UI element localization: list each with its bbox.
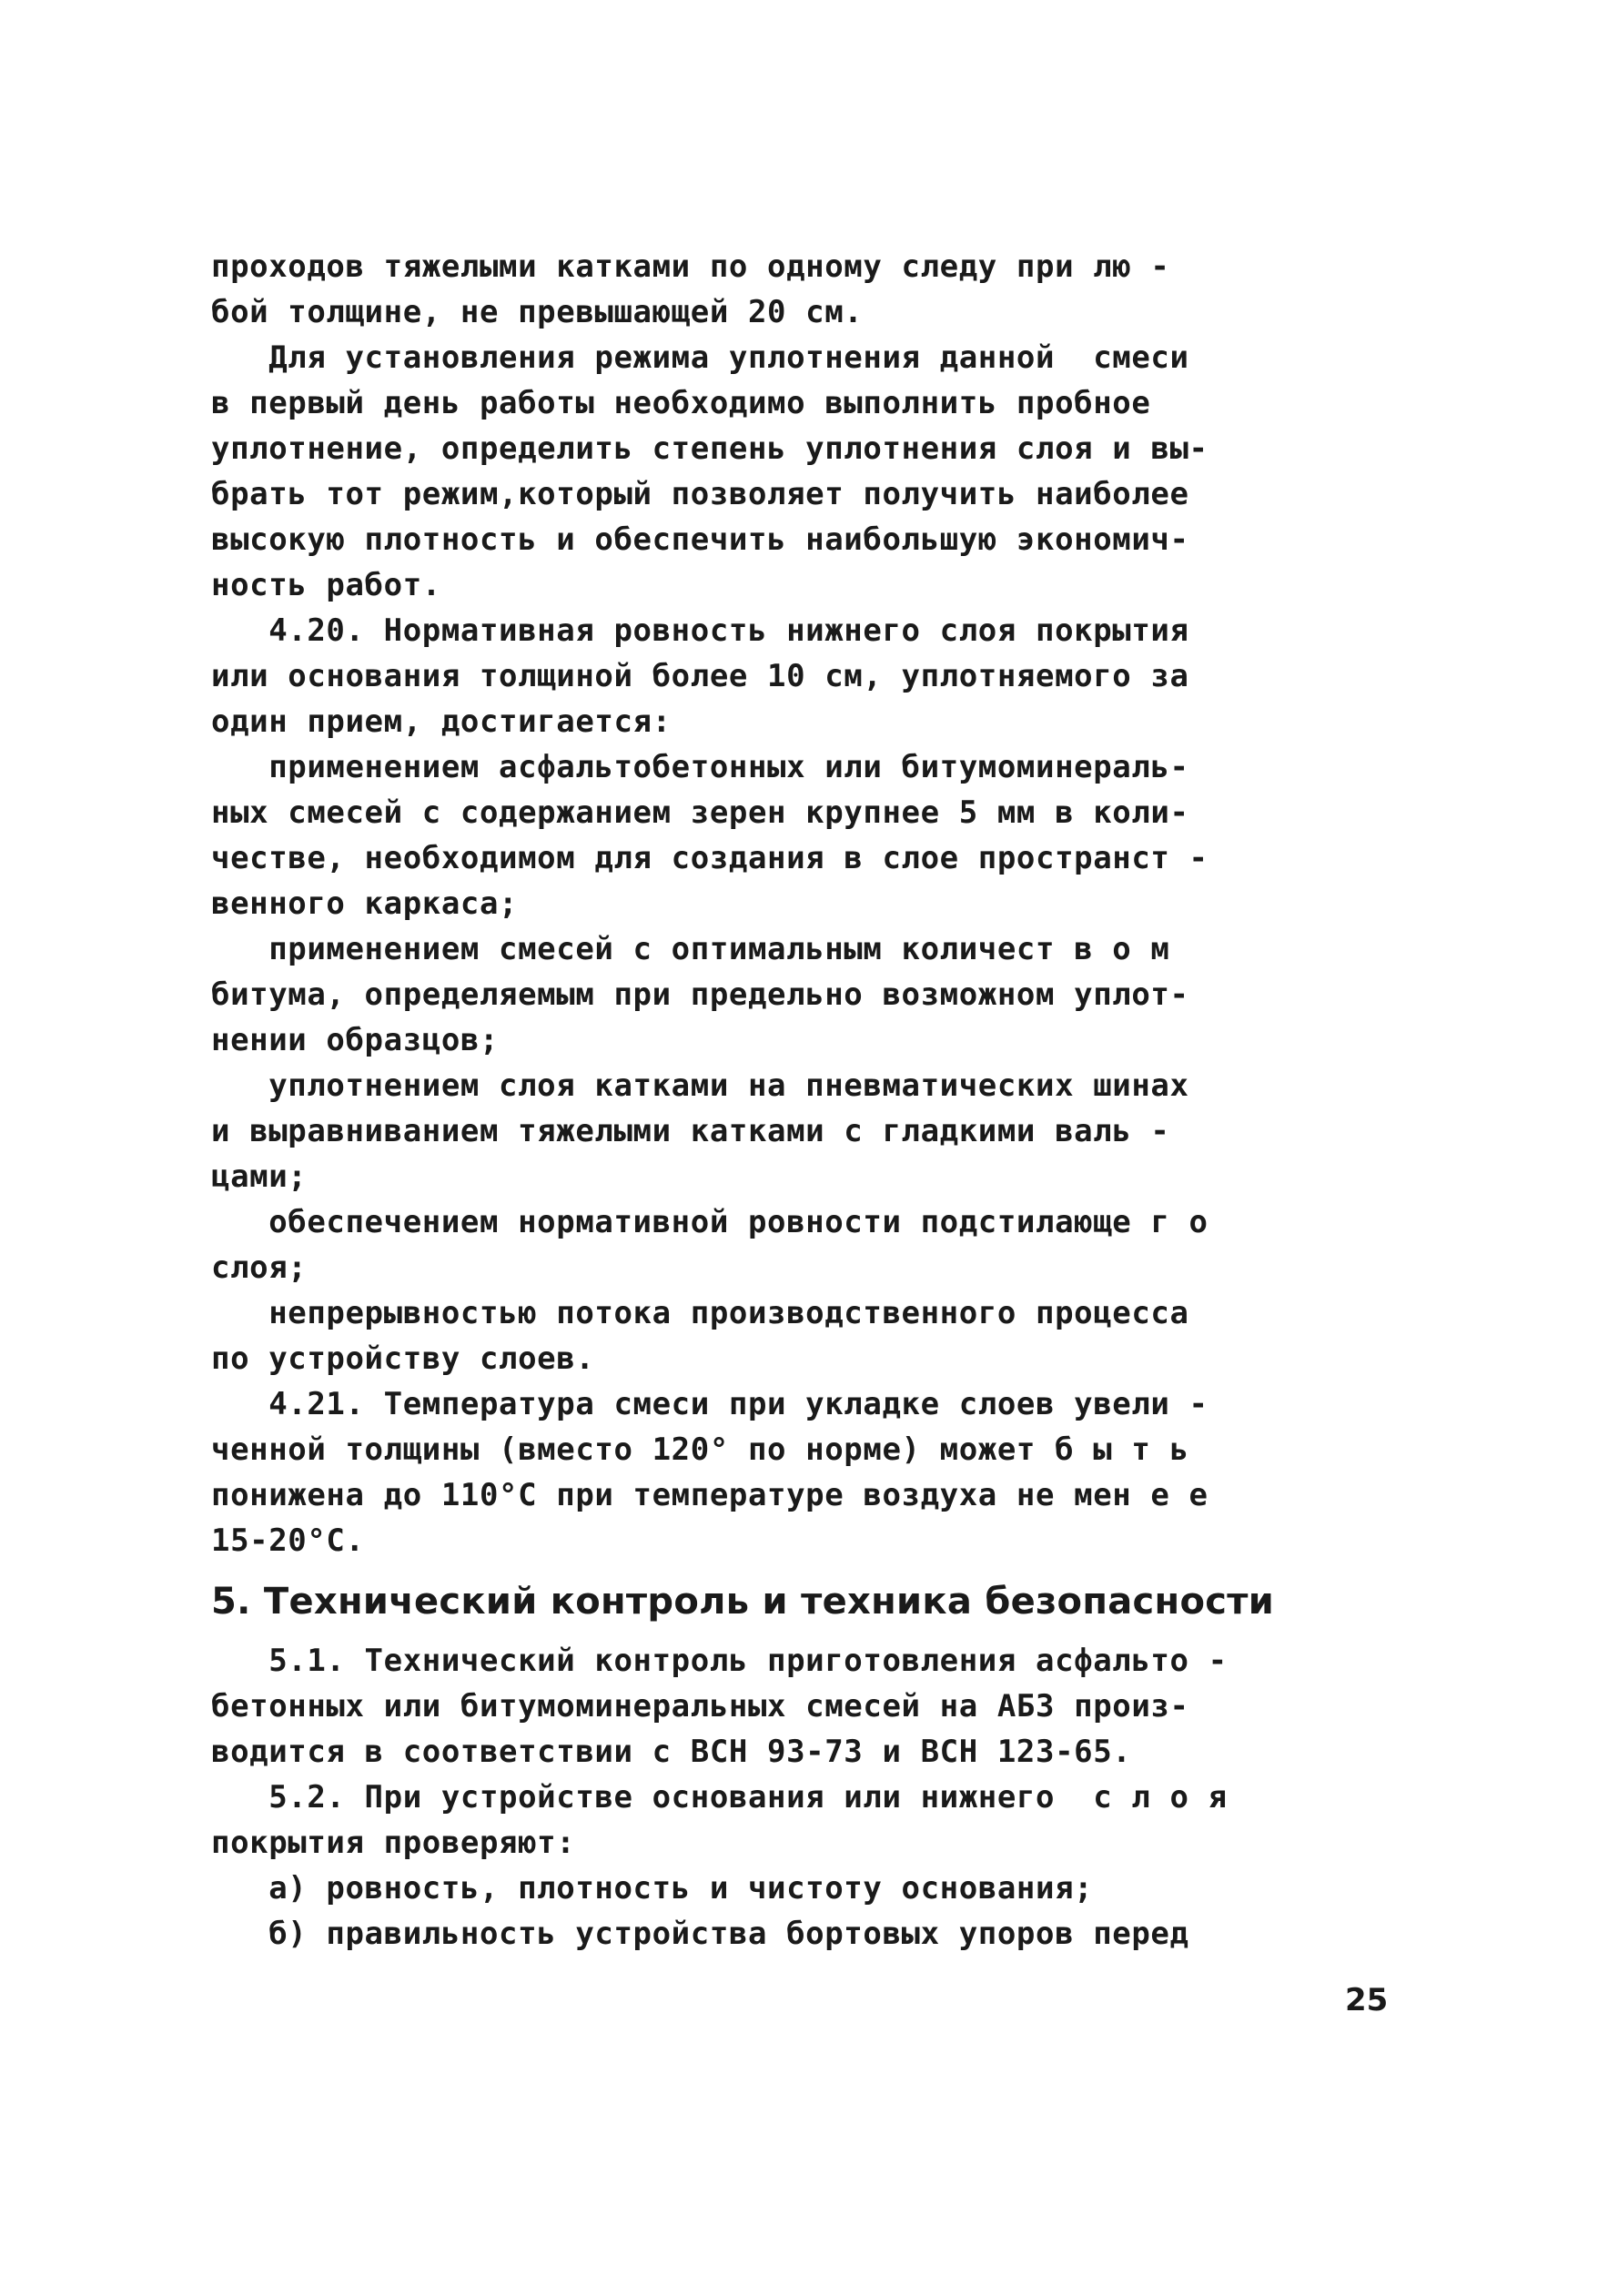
text-line: слоя;	[211, 1249, 308, 1286]
text-line: венного каркаса;	[211, 885, 519, 922]
text-line: ных смесей с содержанием зерен крупнее 5 мм в коли-	[211, 794, 1189, 831]
text-line: честве, необходимом для создания в слое пространст -	[211, 840, 1208, 876]
text-line: уплотнением слоя катками на пневматических шинах	[211, 1067, 1189, 1104]
text-line: ность работ.	[211, 567, 441, 603]
text-line: Для установления режима уплотнения данной смеси	[211, 339, 1189, 376]
text-line: обеспечением нормативной ровности подстилающе г о	[211, 1204, 1208, 1240]
text-line: б) правильность устройства бортовых упоров перед	[211, 1916, 1189, 1952]
text-line: нении образцов;	[211, 1022, 500, 1058]
text-line: 4.21. Температура смеси при укладке слоев увели -	[211, 1386, 1208, 1422]
text-line: 15-20°C.	[211, 1522, 365, 1559]
section-heading: 5. Технический контроль и техника безопасности	[211, 1581, 1275, 1623]
text-line: битума, определяемым при предельно возможном уплот-	[211, 976, 1189, 1013]
text-line: или основания толщиной более 10 см, уплотняемого за	[211, 658, 1189, 694]
text-line: уплотнение, определить степень уплотнения слоя и вы-	[211, 430, 1208, 467]
text-line: покрытия проверяют:	[211, 1825, 576, 1861]
text-line: а) ровность, плотность и чистоту основания;	[211, 1870, 1094, 1907]
page-number: 25	[1345, 1982, 1389, 2018]
text-line: понижена до 110°C при температуре воздуха не мен е е	[211, 1477, 1208, 1513]
text-line: и выравниванием тяжелыми катками с гладкими валь -	[211, 1113, 1170, 1149]
text-line: бетонных или битумоминеральных смесей на АБЗ произ-	[211, 1688, 1189, 1725]
text-line: бой толщине, не превышающей 20 см.	[211, 294, 864, 330]
text-line: брать тот режим,который позволяет получить наиболее	[211, 476, 1189, 512]
text-line: цами;	[211, 1158, 308, 1195]
text-line: по устройству слоев.	[211, 1340, 595, 1377]
text-line: один прием, достигается:	[211, 703, 672, 740]
text-line: водится в соответствии с ВСН 93-73 и ВСН 123-65.	[211, 1734, 1132, 1770]
text-line: применением смесей с оптимальным количест в о м	[211, 931, 1170, 967]
text-line: высокую плотность и обеспечить наибольшую экономич-	[211, 521, 1189, 558]
text-line: ченной толщины (вместо 120° по норме) может б ы т ь	[211, 1431, 1189, 1468]
text-line: 5.2. При устройстве основания или нижнего с л о я	[211, 1779, 1228, 1816]
text-line: 5.1. Технический контроль приготовления асфальто -	[211, 1643, 1228, 1679]
text-line: в первый день работы необходимо выполнить пробное	[211, 385, 1151, 421]
text-line: проходов тяжелыми катками по одному следу при лю -	[211, 248, 1170, 285]
text-line: 4.20. Нормативная ровность нижнего слоя покрытия	[211, 612, 1189, 649]
body-text	[211, 244, 1394, 1957]
text-line: применением асфальтобетонных или битумоминераль-	[211, 749, 1189, 785]
text-line: непрерывностью потока производственного процесса	[211, 1295, 1189, 1331]
